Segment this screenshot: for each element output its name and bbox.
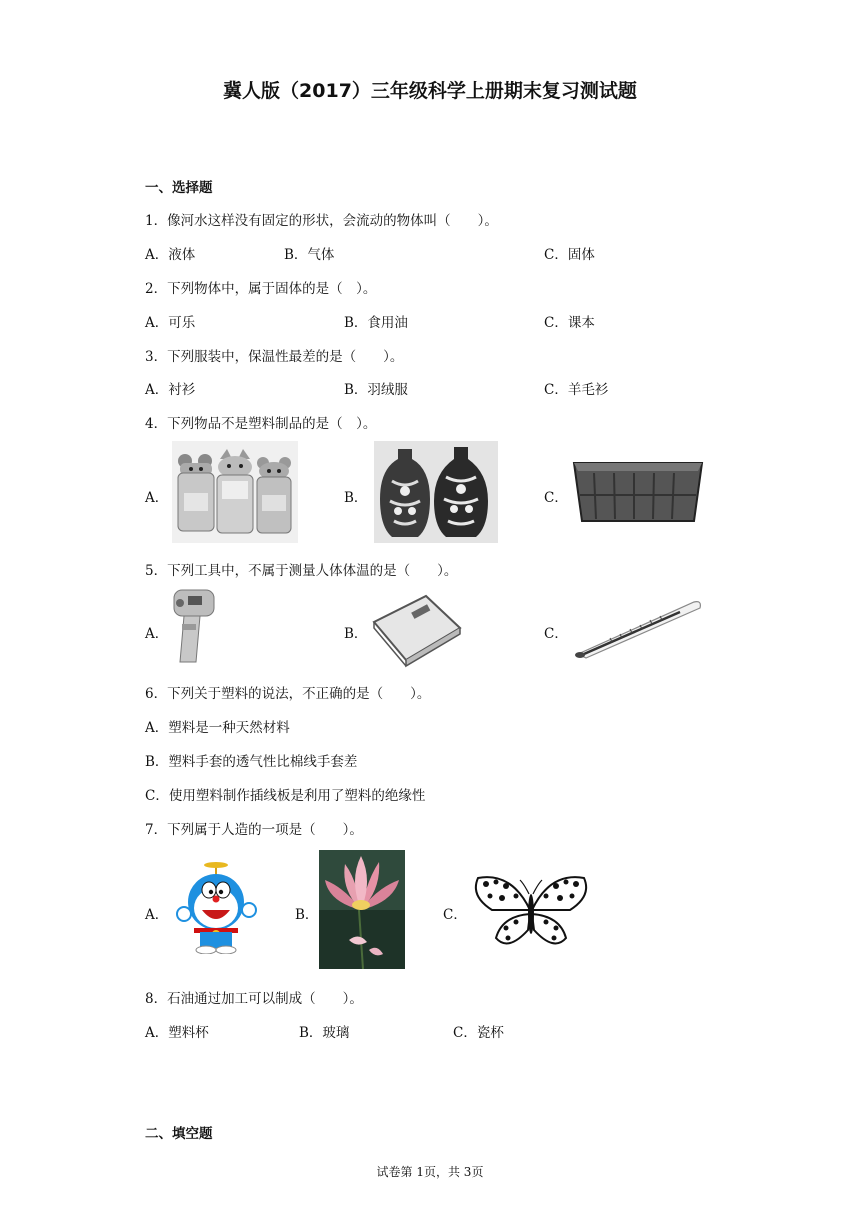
- question-7-stem: 7．下列属于人造的一项是（ ）。: [145, 822, 363, 838]
- question-4-option-c: C．: [544, 490, 568, 506]
- question-2-option-c: C．课本: [544, 315, 595, 331]
- cartoon-robot-cat-image: [172, 860, 260, 954]
- porcelain-vases-photo: [374, 441, 498, 543]
- question-7-option-c: C．: [443, 907, 467, 923]
- question-5-option-b: B．: [344, 626, 368, 642]
- question-6-stem: 6．下列关于塑料的说法，不正确的是（ ）。: [145, 686, 431, 702]
- question-3-stem: 3．下列服装中，保温性最差的是（ ）。: [145, 349, 404, 365]
- animal-canisters-photo: [172, 441, 298, 543]
- question-8-option-b: B．玻璃: [299, 1025, 350, 1041]
- question-2-option-b: B．食用油: [344, 315, 408, 331]
- question-7-option-a: A．: [145, 907, 169, 923]
- page-title: 冀人版（2017）三年级科学上册期末复习测试题: [223, 80, 637, 102]
- question-1-stem: 1．像河水这样没有固定的形状，会流动的物体叫（ ）。: [145, 213, 498, 229]
- question-4-stem: 4．下列物品不是塑料制品的是（ ）。: [145, 416, 377, 432]
- infrared-thermometer-photo: [170, 586, 220, 666]
- question-8-stem: 8．石油通过加工可以制成（ ）。: [145, 991, 363, 1007]
- question-7-option-b: B．: [295, 907, 319, 923]
- question-4-option-b: B．: [344, 490, 368, 506]
- lotus-flower-photo: [319, 850, 405, 969]
- question-8-option-a: A．塑料杯: [145, 1025, 209, 1041]
- question-6-option-c: C．使用塑料制作插线板是利用了塑料的绝缘性: [145, 788, 426, 804]
- question-8-option-c: C．瓷杯: [453, 1025, 504, 1041]
- section-heading-choice: 一、选择题: [145, 180, 213, 196]
- question-6-option-b: B．塑料手套的透气性比棉线手套差: [145, 754, 358, 770]
- glass-thermometer-photo: [570, 596, 706, 660]
- question-2-option-a: A．可乐: [145, 315, 196, 331]
- butterfly-image: [472, 872, 590, 954]
- question-3-option-c: C．羊毛衫: [544, 382, 609, 398]
- question-1-option-a: A．液体: [145, 247, 196, 263]
- question-4-option-a: A．: [145, 490, 169, 506]
- question-3-option-b: B．羽绒服: [344, 382, 408, 398]
- section-heading-fill-in: 二、填空题: [145, 1126, 213, 1142]
- question-1-option-b: B．气体: [284, 247, 335, 263]
- question-3-option-a: A．衬衫: [145, 382, 196, 398]
- plastic-crate-photo: [570, 455, 706, 529]
- bathroom-scale-photo: [368, 592, 464, 670]
- question-1-option-c: C．固体: [544, 247, 595, 263]
- question-2-stem: 2．下列物体中，属于固体的是（ ）。: [145, 281, 377, 297]
- question-6-option-a: A．塑料是一种天然材料: [145, 720, 290, 736]
- question-5-stem: 5．下列工具中，不属于测量人体体温的是（ ）。: [145, 563, 458, 579]
- question-5-option-a: A．: [145, 626, 169, 642]
- page-footer: 试卷第 1页，共 3页: [376, 1165, 484, 1179]
- question-5-option-c: C．: [544, 626, 568, 642]
